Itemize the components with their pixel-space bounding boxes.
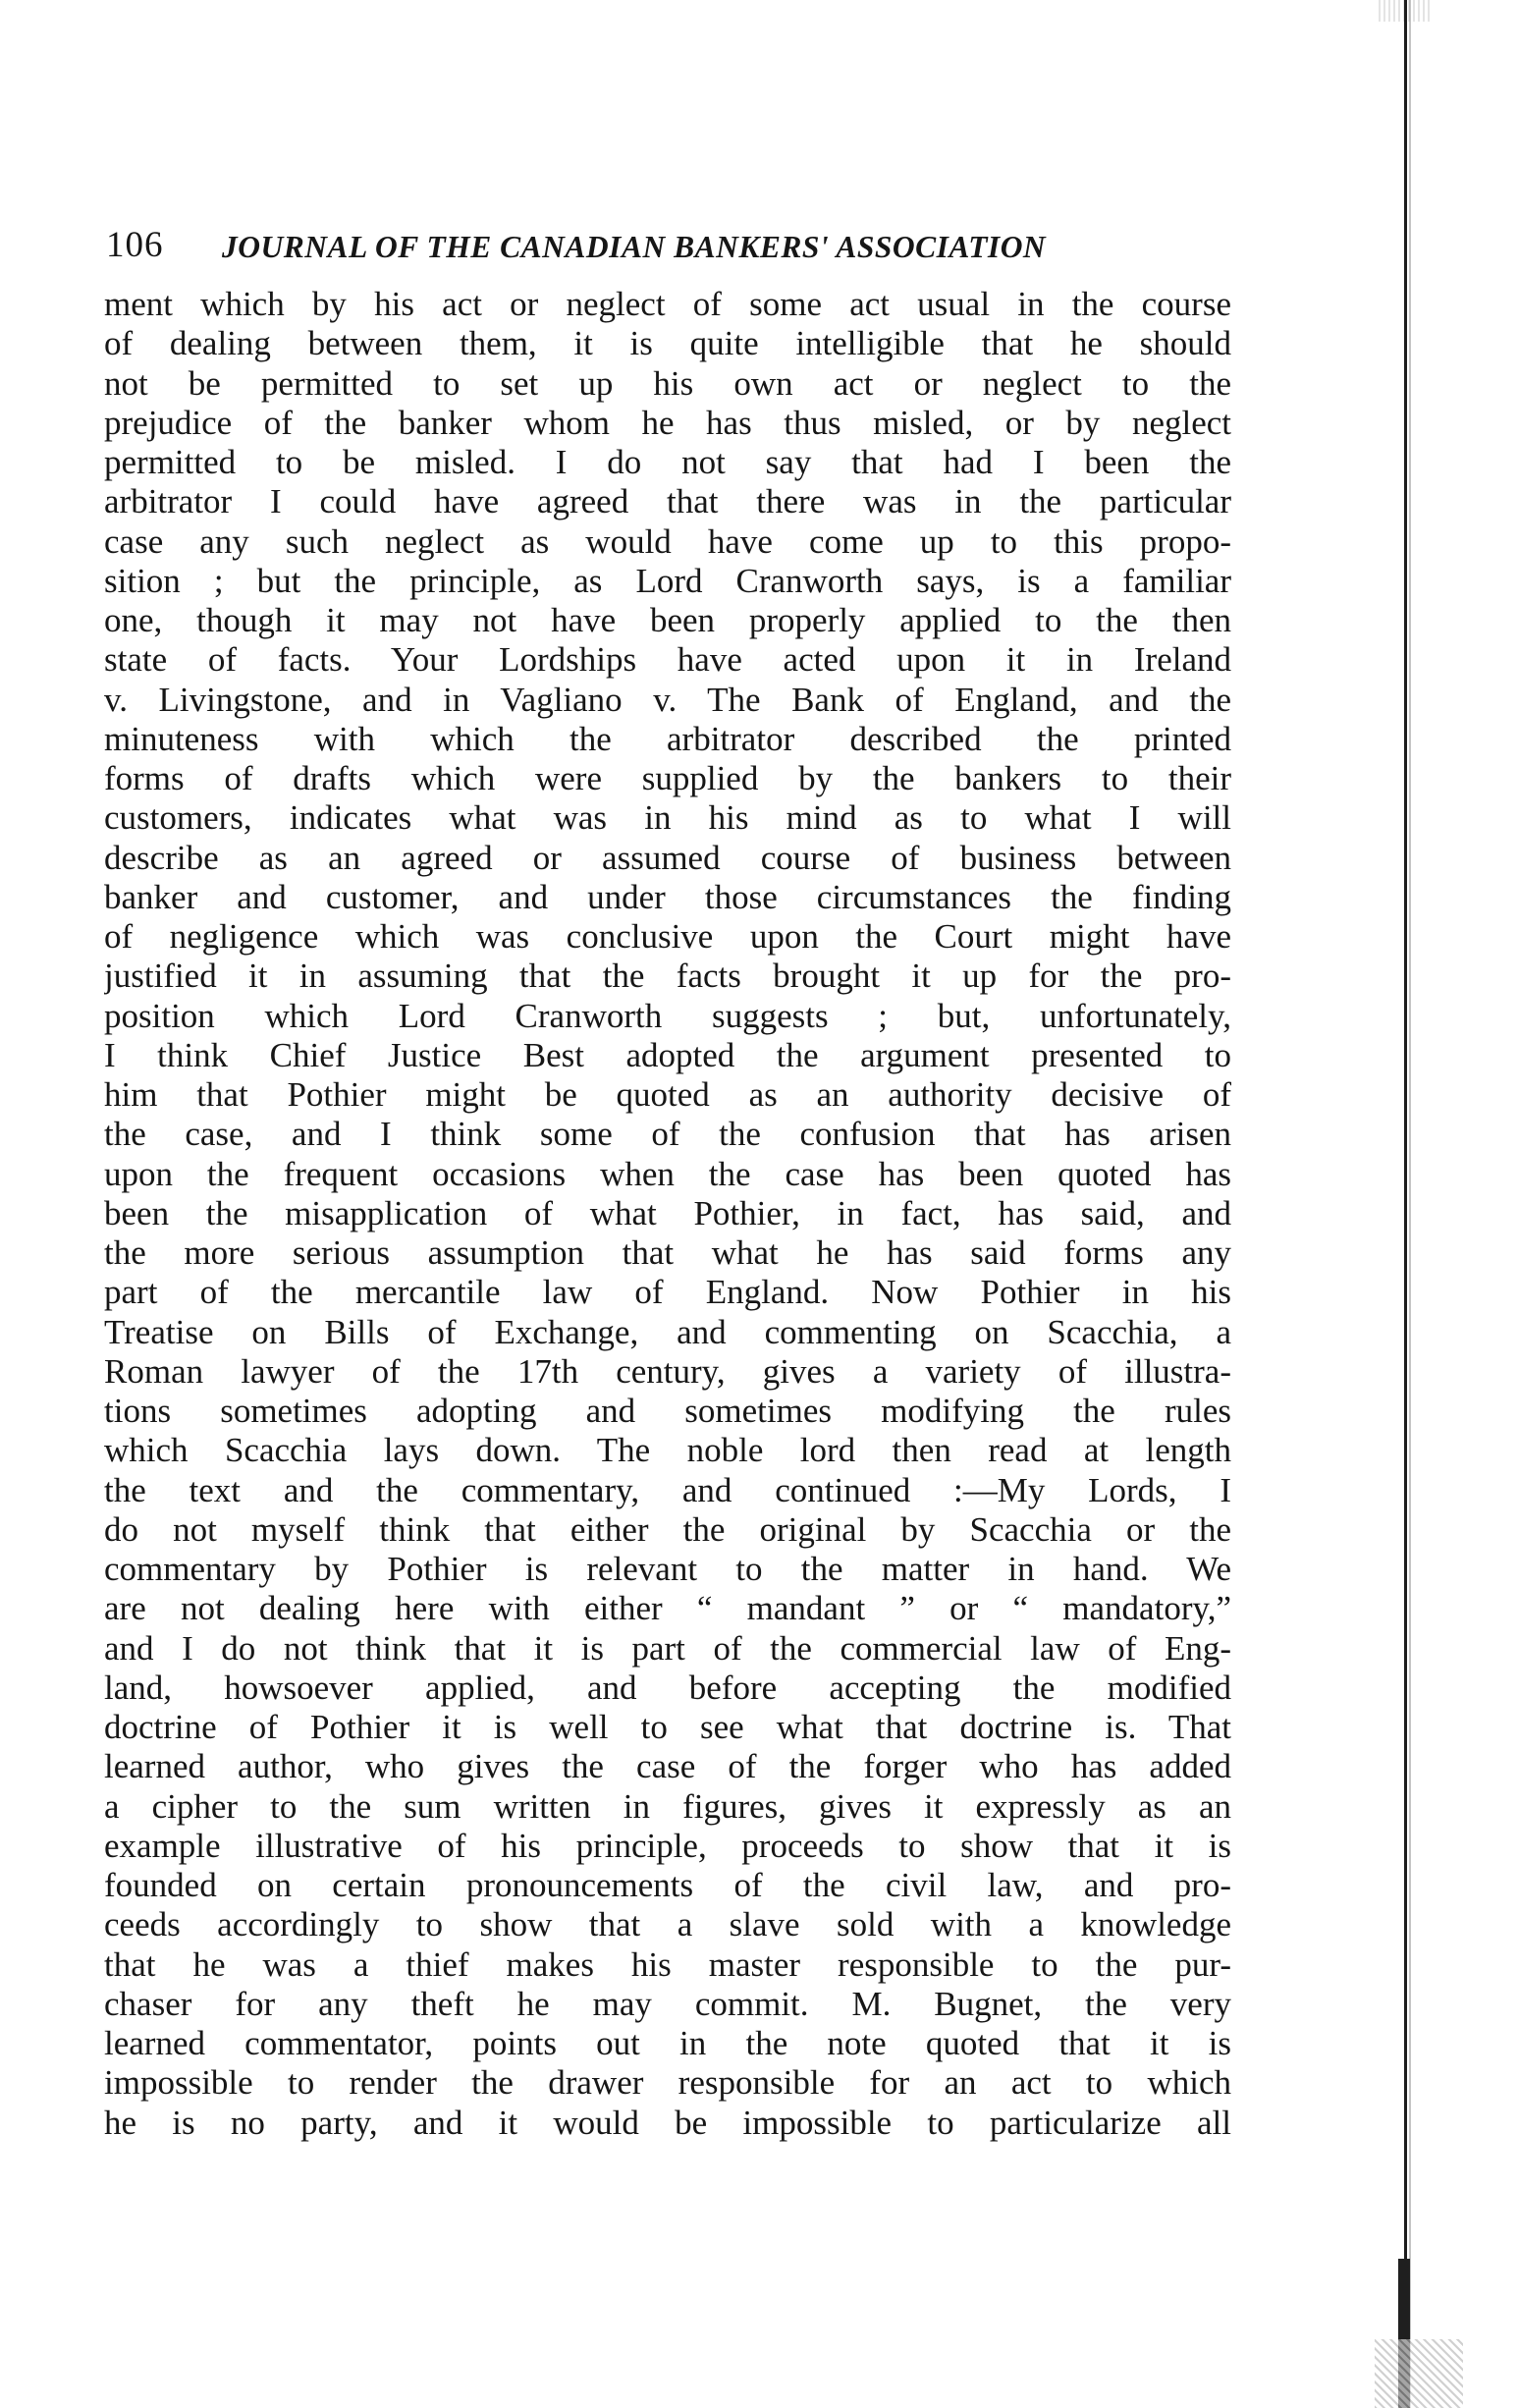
text-line: tions sometimes adopting and sometimes modifying the rules xyxy=(104,1392,1231,1430)
text-line: arbitrator I could have agreed that there was in the particular xyxy=(104,482,1231,521)
text-line: forms of drafts which were supplied by the bankers to their xyxy=(104,759,1231,797)
text-line: impossible to render the drawer responsible for an act to which xyxy=(104,2063,1231,2103)
text-line: permitted to be misled. I do not say that had I been the xyxy=(104,443,1231,481)
text-line: one, though it may not have been properly applied to the then xyxy=(104,601,1231,639)
text-line: been the misapplication of what Pothier, in fact, has said, and xyxy=(104,1193,1231,1232)
scan-edge-artifact xyxy=(1375,2339,1463,2408)
text-line: a cipher to the sum written in figures, gives it expressly as an xyxy=(104,1786,1231,1826)
page-edge-shadow xyxy=(1404,0,1407,2408)
text-line: do not myself think that either the original by Scacchia or the xyxy=(104,1509,1231,1549)
text-line: the more serious assumption that what he has said forms any xyxy=(104,1233,1231,1272)
text-line: ceeds accordingly to show that a slave sold with a knowledge xyxy=(104,1905,1231,1944)
text-line: him that Pothier might be quoted as an authority decisive of xyxy=(104,1075,1231,1114)
page-edge-shadow-soft xyxy=(1409,0,1411,2408)
text-line: of negligence which was conclusive upon the Court might have xyxy=(104,917,1231,956)
text-line: are not dealing here with either “ mandant ” or “ mandatory,” xyxy=(104,1589,1231,1628)
running-title: JOURNAL OF THE CANADIAN BANKERS' ASSOCIATION xyxy=(222,230,1047,264)
text-line: land, howsoever applied, and before accepting the modified xyxy=(104,1668,1231,1707)
text-line: example illustrative of his principle, proceeds to show that it is xyxy=(104,1826,1231,1865)
text-line: he is no party, and it would be impossible to particularize all xyxy=(104,2103,1231,2142)
text-line: banker and customer, and under those circumstances the finding xyxy=(104,877,1231,916)
text-line: I think Chief Justice Best adopted the argument presented to xyxy=(104,1035,1231,1074)
page-number: 106 xyxy=(106,225,164,265)
text-line: not be permitted to set up his own act or neglect to the xyxy=(104,363,1231,403)
text-line: Roman lawyer of the 17th century, gives a variety of illustra- xyxy=(104,1351,1231,1391)
text-line: commentary by Pothier is relevant to the matter in hand. We xyxy=(104,1550,1231,1588)
text-line: which Scacchia lays down. The noble lord then read at length xyxy=(104,1431,1231,1470)
text-line: position which Lord Cranworth suggests ; but, unfortunately, xyxy=(104,996,1231,1035)
text-line: prejudice of the banker whom he has thus misled, or by neglect xyxy=(104,403,1231,442)
text-line: upon the frequent occasions when the case has been quoted has xyxy=(104,1154,1231,1193)
text-line: the text and the commentary, and continued :—My Lords, I xyxy=(104,1470,1231,1509)
text-line: v. Livingstone, and in Vagliano v. The Bank of England, and the xyxy=(104,680,1231,719)
text-line: state of facts. Your Lordships have acted upon it in Ireland xyxy=(104,640,1231,680)
text-line: justified it in assuming that the facts brought it up for the pro- xyxy=(104,957,1231,996)
text-line: learned commentator, points out in the note quoted that it is xyxy=(104,2024,1231,2062)
text-line: sition ; but the principle, as Lord Cranworth says, is a familiar xyxy=(104,561,1231,600)
text-line: founded on certain pronouncements of the civil law, and pro- xyxy=(104,1866,1231,1904)
text-line: that he was a thief makes his master responsible to the pur- xyxy=(104,1944,1231,1984)
text-line: chaser for any theft he may commit. M. Bugnet, the very xyxy=(104,1984,1231,2023)
text-line: case any such neglect as would have come up to this propo- xyxy=(104,521,1231,561)
text-line: of dealing between them, it is quite intelligible that he should xyxy=(104,324,1231,363)
page-header xyxy=(106,220,1225,271)
body-text xyxy=(104,285,1231,2190)
text-line: customers, indicates what was in his mind as to what I will xyxy=(104,798,1231,838)
text-line: minuteness with which the arbitrator described the printed xyxy=(104,719,1231,758)
text-line: learned author, who gives the case of the forger who has added xyxy=(104,1747,1231,1786)
text-line: part of the mercantile law of England. Now Pothier in his xyxy=(104,1273,1231,1312)
text-line: ment which by his act or neglect of some act usual in the course xyxy=(104,285,1231,323)
text-line: the case, and I think some of the confusion that has arisen xyxy=(104,1115,1231,1154)
text-line: doctrine of Pothier it is well to see what that doctrine is. That xyxy=(104,1708,1231,1746)
text-line: Treatise on Bills of Exchange, and commenting on Scacchia, a xyxy=(104,1312,1231,1351)
text-line: describe as an agreed or assumed course of business between xyxy=(104,838,1231,877)
text-line: and I do not think that it is part of the commercial law of Eng- xyxy=(104,1628,1231,1668)
